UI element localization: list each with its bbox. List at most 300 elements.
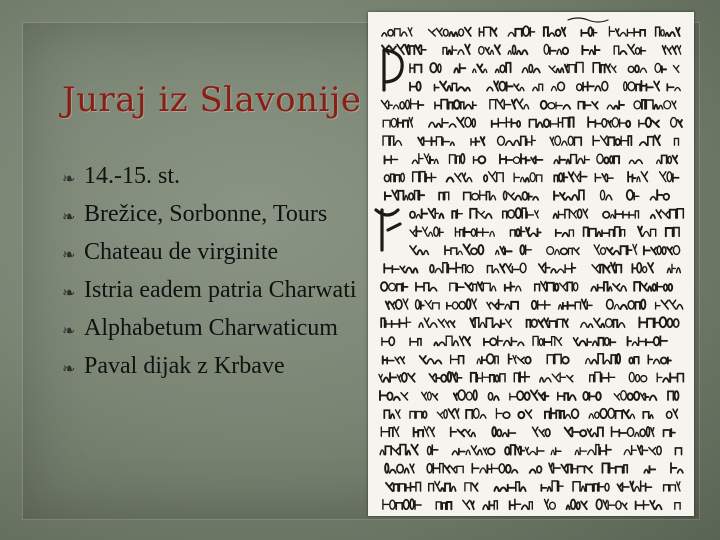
- script-stroke: [381, 282, 388, 291]
- script-stroke: [649, 466, 655, 473]
- script-stroke: [563, 48, 568, 55]
- slide-title: Juraj iz Slavonije: [62, 80, 362, 120]
- script-stroke: [569, 395, 575, 400]
- script-stroke: [506, 157, 512, 164]
- script-stroke: [650, 501, 654, 509]
- script-stroke: [555, 250, 560, 255]
- script-stroke: [677, 305, 683, 309]
- script-stroke: [648, 137, 654, 145]
- script-stroke: [471, 373, 476, 382]
- script-stroke: [452, 302, 458, 309]
- script-stroke: [390, 136, 394, 145]
- script-stroke: [646, 84, 652, 91]
- script-stroke: [388, 30, 393, 36]
- script-stroke: [549, 66, 555, 72]
- script-stroke: [671, 429, 675, 437]
- script-stroke: [506, 141, 513, 145]
- fancy-bullet-icon: ❧: [62, 247, 76, 264]
- script-stroke: [628, 172, 631, 182]
- script-stroke: [639, 318, 645, 328]
- script-stroke: [435, 481, 440, 491]
- script-stroke: [508, 430, 515, 437]
- script-stroke: [424, 283, 429, 291]
- script-stroke: [412, 160, 417, 163]
- script-stroke: [655, 135, 660, 145]
- script-stroke: [381, 427, 388, 436]
- script-stroke: [409, 193, 413, 200]
- script-stroke: [568, 248, 572, 254]
- script-stroke: [661, 30, 664, 36]
- script-stroke: [479, 28, 482, 36]
- script-stroke: [457, 284, 464, 291]
- script-stroke: [604, 157, 608, 163]
- script-stroke: [518, 412, 524, 418]
- script-stroke: [458, 430, 465, 437]
- script-stroke: [615, 227, 620, 236]
- script-stroke: [597, 232, 601, 236]
- script-stroke: [550, 502, 556, 509]
- script-stroke: [382, 338, 388, 346]
- script-stroke: [677, 482, 680, 491]
- script-stroke: [527, 212, 533, 218]
- script-stroke: [545, 412, 550, 419]
- script-stroke: [395, 141, 402, 146]
- script-stroke: [400, 102, 404, 109]
- manuscript-script-drawing: [368, 12, 694, 516]
- script-stroke: [511, 302, 518, 309]
- script-stroke: [656, 27, 660, 36]
- script-stroke: [512, 45, 515, 54]
- script-stroke: [515, 499, 521, 509]
- script-stroke: [452, 211, 456, 218]
- script-stroke: [430, 265, 434, 273]
- script-stroke: [667, 84, 673, 91]
- script-stroke: [596, 499, 602, 509]
- script-stroke: [548, 103, 555, 109]
- script-stroke: [419, 191, 424, 200]
- script-stroke: [457, 374, 461, 382]
- script-stroke: [539, 264, 545, 273]
- script-stroke: [547, 487, 550, 491]
- script-stroke: [545, 378, 551, 382]
- script-stroke: [544, 27, 548, 36]
- script-stroke: [432, 394, 437, 400]
- script-stroke: [544, 44, 549, 54]
- script-stroke: [512, 100, 515, 109]
- script-stroke: [419, 154, 423, 164]
- script-stroke: [483, 228, 489, 236]
- script-stroke: [634, 392, 639, 400]
- bullet-text: Chateau de virginite: [84, 239, 279, 265]
- script-stroke: [667, 318, 672, 327]
- script-stroke: [639, 338, 645, 346]
- script-stroke: [556, 30, 561, 36]
- script-stroke: [643, 231, 649, 236]
- script-stroke: [596, 392, 601, 400]
- script-stroke: [551, 450, 554, 454]
- script-stroke: [430, 157, 433, 164]
- script-stroke: [648, 263, 653, 273]
- script-stroke: [559, 481, 564, 491]
- script-stroke: [492, 303, 498, 309]
- script-stroke: [443, 29, 448, 36]
- script-stroke: [610, 463, 615, 473]
- script-stroke: [572, 428, 579, 437]
- script-stroke: [458, 87, 465, 90]
- script-stroke: [650, 197, 656, 200]
- script-stroke: [384, 175, 389, 182]
- script-stroke: [561, 411, 564, 418]
- script-stroke: [511, 338, 516, 346]
- script-stroke: [456, 263, 461, 273]
- script-stroke: [537, 122, 542, 127]
- script-stroke: [557, 49, 561, 54]
- script-stroke: [529, 65, 532, 73]
- script-stroke: [522, 208, 526, 218]
- script-stroke: [575, 450, 579, 454]
- script-stroke: [621, 391, 627, 400]
- script-stroke: [470, 318, 474, 327]
- script-stroke: [541, 282, 546, 291]
- script-stroke: [471, 229, 475, 236]
- script-stroke: [447, 86, 451, 91]
- script-stroke: [483, 69, 486, 72]
- script-stroke: [602, 119, 607, 127]
- script-stroke: [592, 360, 597, 364]
- script-stroke: [623, 410, 629, 418]
- script-stroke: [600, 190, 604, 199]
- script-stroke: [420, 172, 425, 182]
- script-stroke: [660, 317, 667, 327]
- script-stroke: [473, 390, 476, 400]
- script-stroke: [390, 500, 395, 509]
- script-stroke: [592, 102, 598, 109]
- script-stroke: [552, 337, 555, 346]
- script-stroke: [551, 408, 555, 418]
- script-stroke: [648, 286, 651, 290]
- script-stroke: [635, 302, 639, 309]
- script-stroke: [490, 50, 493, 54]
- script-stroke: [584, 227, 588, 236]
- script-stroke: [452, 451, 457, 455]
- script-stroke: [409, 117, 412, 127]
- script-stroke: [427, 464, 432, 473]
- script-stroke: [654, 359, 660, 363]
- script-stroke: [507, 82, 513, 90]
- script-stroke: [616, 501, 621, 509]
- script-stroke: [636, 501, 643, 509]
- script-stroke: [420, 356, 426, 364]
- script-stroke: [612, 427, 619, 436]
- script-stroke: [575, 174, 580, 182]
- script-stroke: [461, 154, 465, 164]
- script-stroke: [587, 429, 591, 436]
- script-stroke: [651, 428, 654, 437]
- script-stroke: [487, 266, 492, 273]
- script-stroke: [605, 483, 609, 491]
- script-stroke: [439, 214, 443, 218]
- script-stroke: [559, 305, 562, 309]
- script-stroke: [490, 100, 496, 109]
- script-stroke: [496, 409, 501, 419]
- script-stroke: [643, 267, 647, 273]
- script-stroke: [629, 160, 634, 163]
- script-stroke: [657, 190, 662, 200]
- script-stroke: [382, 33, 387, 36]
- script-stroke: [467, 299, 471, 309]
- script-stroke: [589, 50, 593, 54]
- script-stroke: [404, 468, 408, 473]
- script-stroke: [506, 465, 511, 473]
- script-stroke: [555, 354, 561, 363]
- script-stroke: [644, 470, 648, 473]
- script-stroke: [602, 463, 608, 472]
- script-stroke: [387, 358, 394, 364]
- script-stroke: [593, 136, 599, 145]
- script-stroke: [575, 302, 580, 309]
- script-stroke: [637, 263, 641, 273]
- script-stroke: [381, 101, 387, 109]
- script-stroke: [640, 30, 645, 36]
- script-stroke: [471, 446, 476, 455]
- script-stroke: [477, 359, 481, 364]
- script-stroke: [671, 118, 677, 127]
- script-stroke: [441, 488, 444, 491]
- script-stroke: [488, 448, 495, 455]
- script-stroke: [392, 321, 399, 328]
- script-stroke: [491, 195, 496, 199]
- script-stroke: [466, 392, 472, 400]
- script-stroke: [563, 118, 569, 127]
- script-stroke: [454, 32, 457, 36]
- script-stroke: [661, 357, 667, 363]
- script-stroke: [545, 301, 550, 309]
- script-stroke: [492, 427, 496, 436]
- script-stroke: [672, 46, 676, 54]
- script-stroke: [451, 142, 455, 145]
- script-stroke: [526, 245, 532, 254]
- script-stroke: [495, 375, 498, 382]
- script-stroke: [586, 466, 592, 473]
- script-stroke: [616, 139, 620, 145]
- script-stroke: [408, 28, 412, 36]
- script-stroke: [536, 156, 543, 163]
- script-stroke: [480, 191, 485, 200]
- script-stroke: [503, 211, 507, 218]
- script-stroke: [627, 29, 632, 36]
- script-stroke: [486, 192, 489, 200]
- script-stroke: [400, 357, 404, 364]
- script-stroke: [614, 156, 619, 163]
- script-stroke: [434, 342, 437, 345]
- script-stroke: [510, 393, 516, 400]
- script-stroke: [630, 482, 633, 491]
- script-stroke: [385, 192, 391, 200]
- script-stroke: [446, 336, 452, 345]
- script-stroke: [455, 409, 458, 418]
- script-stroke: [541, 101, 547, 109]
- script-stroke: [633, 244, 637, 254]
- bullet-item: [62, 352, 362, 381]
- script-stroke: [616, 411, 623, 418]
- script-stroke: [508, 32, 514, 36]
- script-stroke: [611, 263, 615, 273]
- script-stroke: [477, 375, 481, 382]
- script-stroke: [549, 33, 554, 36]
- script-stroke: [637, 177, 640, 182]
- script-stroke: [611, 355, 615, 364]
- script-stroke: [664, 485, 669, 491]
- script-stroke: [499, 300, 504, 309]
- script-stroke: [538, 301, 544, 309]
- fancy-bullet-icon: ❧: [62, 209, 76, 226]
- script-stroke: [383, 377, 388, 381]
- script-stroke: [662, 155, 667, 163]
- script-stroke: [499, 82, 505, 91]
- script-stroke: [394, 397, 400, 400]
- script-stroke: [521, 136, 526, 145]
- script-stroke: [413, 268, 417, 272]
- script-stroke: [665, 33, 668, 36]
- script-stroke: [646, 483, 652, 491]
- script-stroke: [588, 117, 594, 127]
- script-stroke: [574, 283, 578, 291]
- script-stroke: [550, 121, 557, 127]
- script-stroke: [527, 139, 531, 145]
- fancy-bullet-icon: ❧: [62, 285, 76, 302]
- script-stroke: [457, 118, 464, 127]
- script-stroke: [551, 269, 556, 273]
- script-stroke: [433, 464, 438, 473]
- script-stroke: [635, 48, 639, 54]
- script-stroke: [621, 246, 627, 254]
- script-stroke: [558, 118, 561, 127]
- script-stroke: [657, 160, 661, 163]
- script-stroke: [480, 415, 486, 419]
- script-stroke: [608, 137, 614, 145]
- script-stroke: [531, 390, 537, 400]
- script-stroke: [653, 284, 656, 291]
- script-stroke: [490, 231, 495, 236]
- script-stroke: [574, 137, 581, 145]
- script-stroke: [484, 338, 489, 345]
- script-stroke: [394, 484, 398, 491]
- script-stroke: [538, 320, 543, 327]
- script-stroke: [484, 27, 491, 36]
- script-stroke: [508, 193, 514, 200]
- script-stroke: [477, 228, 482, 236]
- script-stroke: [485, 48, 489, 55]
- script-stroke: [446, 321, 450, 327]
- script-stroke: [600, 409, 607, 418]
- script-stroke: [595, 46, 600, 54]
- script-stroke: [572, 263, 576, 272]
- script-stroke: [421, 45, 425, 54]
- script-stroke: [607, 300, 614, 309]
- script-stroke: [435, 268, 442, 272]
- script-stroke: [555, 136, 561, 145]
- script-stroke: [566, 160, 569, 164]
- script-stroke: [656, 210, 661, 218]
- script-stroke: [647, 427, 650, 437]
- script-stroke: [557, 319, 563, 327]
- script-stroke: [406, 268, 412, 273]
- script-stroke: [617, 354, 620, 364]
- script-stroke: [662, 66, 666, 72]
- script-stroke: [641, 47, 645, 54]
- script-stroke: [664, 194, 670, 200]
- script-stroke: [508, 485, 515, 491]
- script-stroke: [416, 227, 421, 237]
- script-stroke: [419, 323, 423, 327]
- script-stroke: [428, 209, 434, 218]
- script-stroke: [416, 412, 422, 419]
- script-stroke: [640, 429, 645, 436]
- script-stroke: [581, 30, 587, 36]
- script-stroke: [516, 446, 519, 454]
- script-stroke: [600, 447, 605, 454]
- script-stroke: [603, 500, 607, 509]
- script-stroke: [383, 356, 386, 363]
- script-stroke: [667, 48, 671, 55]
- script-stroke: [646, 118, 651, 127]
- script-stroke: [436, 124, 441, 127]
- script-stroke: [568, 465, 571, 473]
- script-stroke: [628, 337, 632, 346]
- script-stroke: [410, 83, 415, 91]
- script-stroke: [449, 124, 455, 127]
- script-stroke: [394, 427, 399, 437]
- script-stroke: [620, 51, 627, 54]
- script-stroke: [410, 246, 416, 254]
- script-stroke: [455, 228, 458, 237]
- script-stroke: [384, 410, 389, 418]
- script-stroke: [678, 374, 684, 382]
- script-stroke: [466, 410, 472, 418]
- script-stroke: [408, 374, 415, 382]
- script-stroke: [410, 411, 415, 418]
- script-stroke: [556, 69, 559, 73]
- script-stroke: [520, 245, 524, 254]
- script-stroke: [430, 287, 437, 290]
- script-stroke: [438, 64, 441, 72]
- script-stroke: [516, 286, 521, 291]
- script-stroke: [517, 121, 520, 127]
- script-stroke: [522, 68, 527, 73]
- script-stroke: [428, 447, 432, 455]
- script-stroke: [586, 484, 593, 491]
- script-stroke: [480, 468, 486, 473]
- script-stroke: [521, 447, 524, 455]
- script-stroke: [413, 172, 419, 182]
- script-stroke: [628, 82, 635, 91]
- script-stroke: [415, 501, 421, 509]
- script-stroke: [416, 482, 421, 491]
- script-stroke: [621, 136, 627, 145]
- script-stroke: [565, 428, 572, 437]
- bullet-text: Brežice, Sorbonne, Tours: [84, 201, 328, 227]
- script-stroke: [638, 227, 642, 236]
- script-stroke: [594, 484, 598, 491]
- script-stroke: [436, 374, 440, 381]
- script-stroke: [594, 318, 600, 327]
- script-stroke: [424, 137, 431, 145]
- script-stroke: [514, 173, 519, 181]
- script-stroke: [459, 356, 464, 364]
- script-stroke: [668, 284, 672, 291]
- script-stroke: [670, 32, 675, 36]
- script-stroke: [609, 287, 612, 291]
